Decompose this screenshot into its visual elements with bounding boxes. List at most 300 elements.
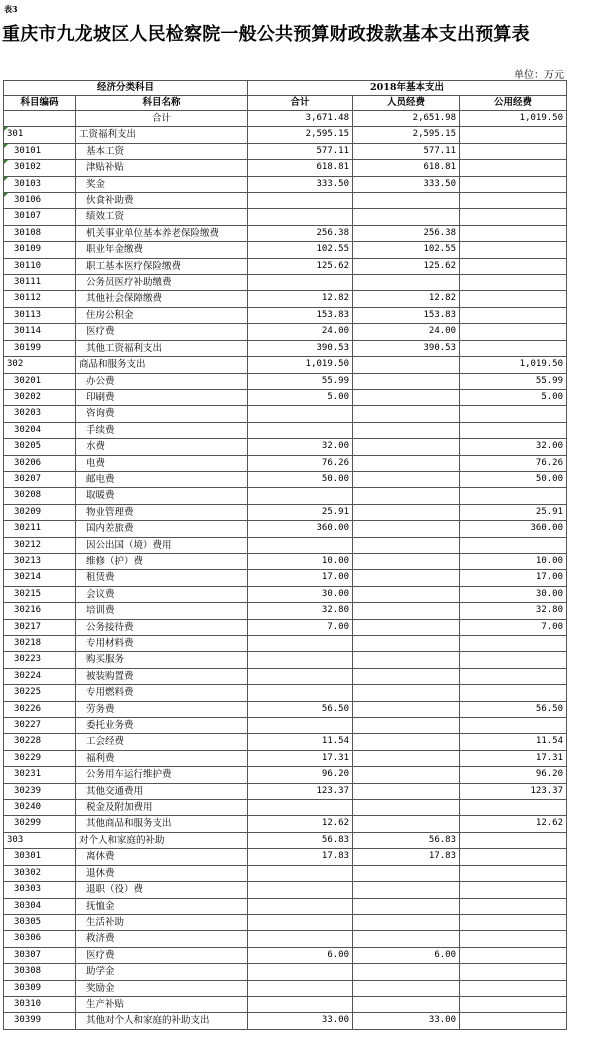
name-cell: 助学金 bbox=[76, 964, 248, 980]
header-code: 科目编码 bbox=[4, 96, 76, 111]
category-row bbox=[4, 832, 567, 848]
table-row bbox=[4, 373, 567, 389]
table-row bbox=[4, 898, 567, 914]
table-row bbox=[4, 455, 567, 471]
total-cell: 12.82 bbox=[248, 291, 353, 307]
personnel-cell: 125.62 bbox=[353, 258, 460, 274]
public-cell: 76.26 bbox=[460, 455, 567, 471]
name-cell: 奖励金 bbox=[76, 980, 248, 996]
name-cell: 医疗费 bbox=[76, 324, 248, 340]
total-cell: 256.38 bbox=[248, 225, 353, 241]
public-cell bbox=[460, 324, 567, 340]
table-row bbox=[4, 931, 567, 947]
header-basic-expense-2018: 2018年基本支出 bbox=[248, 81, 567, 96]
name-cell: 咨询费 bbox=[76, 406, 248, 422]
public-cell bbox=[460, 340, 567, 356]
personnel-cell bbox=[353, 636, 460, 652]
total-cell: 96.20 bbox=[248, 767, 353, 783]
public-cell: 1,019.50 bbox=[460, 357, 567, 373]
total-personnel: 2,651.98 bbox=[353, 111, 460, 127]
table-row bbox=[4, 947, 567, 963]
code-cell: 30112 bbox=[4, 291, 76, 307]
name-cell: 奖金 bbox=[76, 176, 248, 192]
name-cell: 维修（护）费 bbox=[76, 553, 248, 569]
table-row bbox=[4, 914, 567, 930]
public-cell bbox=[460, 1013, 567, 1029]
personnel-cell: 102.55 bbox=[353, 242, 460, 258]
code-cell: 30102 bbox=[4, 160, 76, 176]
public-cell bbox=[460, 143, 567, 159]
name-cell: 被装购置费 bbox=[76, 668, 248, 684]
personnel-cell bbox=[353, 685, 460, 701]
total-cell bbox=[248, 964, 353, 980]
table-row bbox=[4, 668, 567, 684]
personnel-cell bbox=[353, 882, 460, 898]
public-cell: 123.37 bbox=[460, 783, 567, 799]
table-row bbox=[4, 882, 567, 898]
personnel-cell bbox=[353, 570, 460, 586]
public-cell: 32.00 bbox=[460, 439, 567, 455]
table-row bbox=[4, 767, 567, 783]
public-cell bbox=[460, 914, 567, 930]
code-cell: 30223 bbox=[4, 652, 76, 668]
total-cell: 56.83 bbox=[248, 832, 353, 848]
code-cell: 30307 bbox=[4, 947, 76, 963]
total-cell: 12.62 bbox=[248, 816, 353, 832]
table-row bbox=[4, 980, 567, 996]
header-economic-class: 经济分类科目 bbox=[4, 81, 248, 96]
total-cell bbox=[248, 275, 353, 291]
total-cell bbox=[248, 193, 353, 209]
table-row bbox=[4, 701, 567, 717]
personnel-cell bbox=[353, 471, 460, 487]
personnel-cell bbox=[353, 898, 460, 914]
name-cell: 伙食补助费 bbox=[76, 193, 248, 209]
total-cell: 17.31 bbox=[248, 750, 353, 766]
personnel-cell: 2,595.15 bbox=[353, 127, 460, 143]
table-row bbox=[4, 619, 567, 635]
name-cell: 公务接待费 bbox=[76, 619, 248, 635]
table-row bbox=[4, 471, 567, 487]
name-cell: 委托业务费 bbox=[76, 718, 248, 734]
code-cell: 30231 bbox=[4, 767, 76, 783]
table-row bbox=[4, 291, 567, 307]
table-number-tag: 表3 bbox=[4, 4, 18, 14]
table-row bbox=[4, 488, 567, 504]
total-cell: 577.11 bbox=[248, 143, 353, 159]
code-cell: 30199 bbox=[4, 340, 76, 356]
table-row bbox=[4, 636, 567, 652]
code-cell: 30209 bbox=[4, 504, 76, 520]
total-cell: 33.00 bbox=[248, 1013, 353, 1029]
unit-label: 单位：万元 bbox=[514, 70, 564, 81]
code-cell: 30201 bbox=[4, 373, 76, 389]
name-cell: 商品和服务支出 bbox=[76, 357, 248, 373]
public-cell bbox=[460, 488, 567, 504]
category-row bbox=[4, 357, 567, 373]
public-cell bbox=[460, 406, 567, 422]
personnel-cell bbox=[353, 767, 460, 783]
code-cell: 30213 bbox=[4, 553, 76, 569]
name-cell: 专用燃料费 bbox=[76, 685, 248, 701]
category-row bbox=[4, 127, 567, 143]
personnel-cell: 12.82 bbox=[353, 291, 460, 307]
name-cell: 基本工资 bbox=[76, 143, 248, 159]
personnel-cell bbox=[353, 964, 460, 980]
public-cell: 7.00 bbox=[460, 619, 567, 635]
code-cell: 30303 bbox=[4, 882, 76, 898]
table-row bbox=[4, 242, 567, 258]
code-cell: 30212 bbox=[4, 537, 76, 553]
total-cell bbox=[248, 914, 353, 930]
public-cell bbox=[460, 307, 567, 323]
public-cell bbox=[460, 652, 567, 668]
table-row bbox=[4, 750, 567, 766]
code-cell: 30215 bbox=[4, 586, 76, 602]
public-cell bbox=[460, 127, 567, 143]
total-cell: 390.53 bbox=[248, 340, 353, 356]
total-cell: 7.00 bbox=[248, 619, 353, 635]
total-cell: 32.00 bbox=[248, 439, 353, 455]
personnel-cell: 153.83 bbox=[353, 307, 460, 323]
code-cell: 30299 bbox=[4, 816, 76, 832]
personnel-cell: 24.00 bbox=[353, 324, 460, 340]
name-cell: 福利费 bbox=[76, 750, 248, 766]
public-cell bbox=[460, 947, 567, 963]
code-cell: 30310 bbox=[4, 996, 76, 1012]
name-cell: 退职（役）费 bbox=[76, 882, 248, 898]
total-amount: 3,671.48 bbox=[248, 111, 353, 127]
public-cell bbox=[460, 882, 567, 898]
code-cell: 30239 bbox=[4, 783, 76, 799]
code-cell: 30208 bbox=[4, 488, 76, 504]
code-cell: 30217 bbox=[4, 619, 76, 635]
code-cell: 30207 bbox=[4, 471, 76, 487]
total-cell bbox=[248, 865, 353, 881]
total-cell: 24.00 bbox=[248, 324, 353, 340]
code-cell: 302 bbox=[4, 357, 76, 373]
public-cell: 17.31 bbox=[460, 750, 567, 766]
table-row bbox=[4, 193, 567, 209]
public-cell bbox=[460, 291, 567, 307]
name-cell: 租赁费 bbox=[76, 570, 248, 586]
public-cell bbox=[460, 964, 567, 980]
name-cell: 取暖费 bbox=[76, 488, 248, 504]
public-cell bbox=[460, 209, 567, 225]
personnel-cell: 390.53 bbox=[353, 340, 460, 356]
table-row bbox=[4, 258, 567, 274]
personnel-cell bbox=[353, 553, 460, 569]
total-cell bbox=[248, 800, 353, 816]
personnel-cell bbox=[353, 422, 460, 438]
public-cell bbox=[460, 275, 567, 291]
header-name: 科目名称 bbox=[76, 96, 248, 111]
public-cell bbox=[460, 800, 567, 816]
public-cell: 12.62 bbox=[460, 816, 567, 832]
public-cell: 11.54 bbox=[460, 734, 567, 750]
total-cell bbox=[248, 406, 353, 422]
table-row bbox=[4, 996, 567, 1012]
public-cell bbox=[460, 636, 567, 652]
public-cell: 10.00 bbox=[460, 553, 567, 569]
personnel-cell bbox=[353, 668, 460, 684]
total-cell: 50.00 bbox=[248, 471, 353, 487]
personnel-cell bbox=[353, 373, 460, 389]
total-cell bbox=[248, 652, 353, 668]
table-row bbox=[4, 275, 567, 291]
code-cell: 30399 bbox=[4, 1013, 76, 1029]
public-cell bbox=[460, 849, 567, 865]
personnel-cell bbox=[353, 734, 460, 750]
header-column-row bbox=[4, 96, 567, 111]
table-row bbox=[4, 176, 567, 192]
public-cell bbox=[460, 668, 567, 684]
header-personnel: 人员经费 bbox=[353, 96, 460, 111]
personnel-cell: 6.00 bbox=[353, 947, 460, 963]
code-cell: 303 bbox=[4, 832, 76, 848]
personnel-cell bbox=[353, 537, 460, 553]
total-cell bbox=[248, 898, 353, 914]
personnel-cell bbox=[353, 652, 460, 668]
personnel-cell bbox=[353, 389, 460, 405]
personnel-cell bbox=[353, 800, 460, 816]
table-row bbox=[4, 1013, 567, 1029]
total-cell: 5.00 bbox=[248, 389, 353, 405]
total-cell: 10.00 bbox=[248, 553, 353, 569]
table-row bbox=[4, 307, 567, 323]
personnel-cell bbox=[353, 504, 460, 520]
total-cell bbox=[248, 882, 353, 898]
table-row bbox=[4, 603, 567, 619]
personnel-cell bbox=[353, 701, 460, 717]
code-cell: 30214 bbox=[4, 570, 76, 586]
code-cell: 30108 bbox=[4, 225, 76, 241]
total-cell bbox=[248, 931, 353, 947]
total-cell bbox=[248, 636, 353, 652]
public-cell: 96.20 bbox=[460, 767, 567, 783]
total-cell bbox=[248, 537, 353, 553]
name-cell: 职工基本医疗保险缴费 bbox=[76, 258, 248, 274]
name-cell: 津贴补贴 bbox=[76, 160, 248, 176]
code-cell: 30114 bbox=[4, 324, 76, 340]
code-cell: 30103 bbox=[4, 176, 76, 192]
code-cell: 30305 bbox=[4, 914, 76, 930]
name-cell: 印刷费 bbox=[76, 389, 248, 405]
personnel-cell: 577.11 bbox=[353, 143, 460, 159]
name-cell: 职业年金缴费 bbox=[76, 242, 248, 258]
table-row bbox=[4, 685, 567, 701]
total-cell bbox=[248, 996, 353, 1012]
total-cell: 360.00 bbox=[248, 521, 353, 537]
total-cell: 333.50 bbox=[248, 176, 353, 192]
personnel-cell bbox=[353, 996, 460, 1012]
total-cell: 55.99 bbox=[248, 373, 353, 389]
personnel-cell: 33.00 bbox=[353, 1013, 460, 1029]
code-cell: 30106 bbox=[4, 193, 76, 209]
header-total: 合计 bbox=[248, 96, 353, 111]
personnel-cell: 256.38 bbox=[353, 225, 460, 241]
table-row bbox=[4, 800, 567, 816]
table-row bbox=[4, 816, 567, 832]
total-cell bbox=[248, 209, 353, 225]
name-cell: 机关事业单位基本养老保险缴费 bbox=[76, 225, 248, 241]
table-row bbox=[4, 143, 567, 159]
name-cell: 培训费 bbox=[76, 603, 248, 619]
code-cell: 30113 bbox=[4, 307, 76, 323]
header-group-row bbox=[4, 81, 567, 96]
public-cell: 30.00 bbox=[460, 586, 567, 602]
public-cell: 5.00 bbox=[460, 389, 567, 405]
public-cell bbox=[460, 537, 567, 553]
name-cell: 绩效工资 bbox=[76, 209, 248, 225]
code-cell: 30226 bbox=[4, 701, 76, 717]
name-cell: 购买服务 bbox=[76, 652, 248, 668]
public-cell bbox=[460, 996, 567, 1012]
name-cell: 救济费 bbox=[76, 931, 248, 947]
total-cell bbox=[248, 980, 353, 996]
public-cell bbox=[460, 160, 567, 176]
personnel-cell bbox=[353, 865, 460, 881]
name-cell: 劳务费 bbox=[76, 701, 248, 717]
public-cell bbox=[460, 931, 567, 947]
personnel-cell bbox=[353, 275, 460, 291]
public-cell: 32.80 bbox=[460, 603, 567, 619]
name-cell: 离休费 bbox=[76, 849, 248, 865]
code-cell: 30224 bbox=[4, 668, 76, 684]
total-code-cell bbox=[4, 111, 76, 127]
personnel-cell bbox=[353, 521, 460, 537]
total-cell bbox=[248, 422, 353, 438]
table-row bbox=[4, 783, 567, 799]
personnel-cell bbox=[353, 816, 460, 832]
total-public: 1,019.50 bbox=[460, 111, 567, 127]
personnel-cell bbox=[353, 931, 460, 947]
public-cell: 55.99 bbox=[460, 373, 567, 389]
name-cell: 其他交通费用 bbox=[76, 783, 248, 799]
personnel-cell bbox=[353, 586, 460, 602]
personnel-cell bbox=[353, 718, 460, 734]
code-cell: 30107 bbox=[4, 209, 76, 225]
code-cell: 30218 bbox=[4, 636, 76, 652]
personnel-cell bbox=[353, 193, 460, 209]
code-cell: 30206 bbox=[4, 455, 76, 471]
personnel-cell bbox=[353, 783, 460, 799]
personnel-cell: 17.83 bbox=[353, 849, 460, 865]
name-cell: 抚恤金 bbox=[76, 898, 248, 914]
name-cell: 公务用车运行维护费 bbox=[76, 767, 248, 783]
public-cell bbox=[460, 980, 567, 996]
name-cell: 会议费 bbox=[76, 586, 248, 602]
table-row bbox=[4, 389, 567, 405]
code-cell: 301 bbox=[4, 127, 76, 143]
page-title: 重庆市九龙坡区人民检察院一般公共预算财政拨款基本支出预算表 bbox=[2, 24, 530, 45]
name-cell: 办公费 bbox=[76, 373, 248, 389]
table-row bbox=[4, 849, 567, 865]
budget-table bbox=[3, 80, 567, 1030]
personnel-cell: 56.83 bbox=[353, 832, 460, 848]
code-cell: 30101 bbox=[4, 143, 76, 159]
personnel-cell bbox=[353, 914, 460, 930]
table-row bbox=[4, 718, 567, 734]
name-cell: 工资福利支出 bbox=[76, 127, 248, 143]
name-cell: 水费 bbox=[76, 439, 248, 455]
name-cell: 生活补助 bbox=[76, 914, 248, 930]
public-cell: 25.91 bbox=[460, 504, 567, 520]
name-cell: 其他商品和服务支出 bbox=[76, 816, 248, 832]
code-cell: 30225 bbox=[4, 685, 76, 701]
code-cell: 30302 bbox=[4, 865, 76, 881]
code-cell: 30109 bbox=[4, 242, 76, 258]
name-cell: 工会经费 bbox=[76, 734, 248, 750]
table-row bbox=[4, 439, 567, 455]
personnel-cell bbox=[353, 980, 460, 996]
personnel-cell bbox=[353, 488, 460, 504]
total-cell bbox=[248, 488, 353, 504]
table-row bbox=[4, 964, 567, 980]
personnel-cell bbox=[353, 357, 460, 373]
table-row bbox=[4, 652, 567, 668]
name-cell: 住房公积金 bbox=[76, 307, 248, 323]
public-cell: 17.00 bbox=[460, 570, 567, 586]
personnel-cell bbox=[353, 603, 460, 619]
header-public: 公用经费 bbox=[460, 96, 567, 111]
public-cell: 360.00 bbox=[460, 521, 567, 537]
code-cell: 30204 bbox=[4, 422, 76, 438]
code-cell: 30304 bbox=[4, 898, 76, 914]
name-cell: 邮电费 bbox=[76, 471, 248, 487]
total-cell: 6.00 bbox=[248, 947, 353, 963]
personnel-cell bbox=[353, 406, 460, 422]
table-row bbox=[4, 537, 567, 553]
code-cell: 30227 bbox=[4, 718, 76, 734]
name-cell: 公务员医疗补助缴费 bbox=[76, 275, 248, 291]
code-cell: 30111 bbox=[4, 275, 76, 291]
total-cell: 32.80 bbox=[248, 603, 353, 619]
code-cell: 30211 bbox=[4, 521, 76, 537]
public-cell bbox=[460, 718, 567, 734]
code-cell: 30216 bbox=[4, 603, 76, 619]
public-cell bbox=[460, 242, 567, 258]
code-cell: 30309 bbox=[4, 980, 76, 996]
total-cell: 56.50 bbox=[248, 701, 353, 717]
table-row bbox=[4, 553, 567, 569]
total-cell: 30.00 bbox=[248, 586, 353, 602]
code-cell: 30205 bbox=[4, 439, 76, 455]
total-cell: 25.91 bbox=[248, 504, 353, 520]
table-row bbox=[4, 225, 567, 241]
total-cell: 11.54 bbox=[248, 734, 353, 750]
personnel-cell: 618.81 bbox=[353, 160, 460, 176]
public-cell bbox=[460, 422, 567, 438]
name-cell: 其他社会保障缴费 bbox=[76, 291, 248, 307]
code-cell: 30229 bbox=[4, 750, 76, 766]
total-cell: 17.83 bbox=[248, 849, 353, 865]
table-row bbox=[4, 586, 567, 602]
name-cell: 因公出国（境）费用 bbox=[76, 537, 248, 553]
name-cell: 医疗费 bbox=[76, 947, 248, 963]
table-row bbox=[4, 570, 567, 586]
public-cell bbox=[460, 685, 567, 701]
total-cell: 76.26 bbox=[248, 455, 353, 471]
code-cell: 30306 bbox=[4, 931, 76, 947]
code-cell: 30202 bbox=[4, 389, 76, 405]
table-row bbox=[4, 521, 567, 537]
public-cell: 56.50 bbox=[460, 701, 567, 717]
total-cell: 125.62 bbox=[248, 258, 353, 274]
code-cell: 30301 bbox=[4, 849, 76, 865]
table-row bbox=[4, 160, 567, 176]
code-cell: 30308 bbox=[4, 964, 76, 980]
